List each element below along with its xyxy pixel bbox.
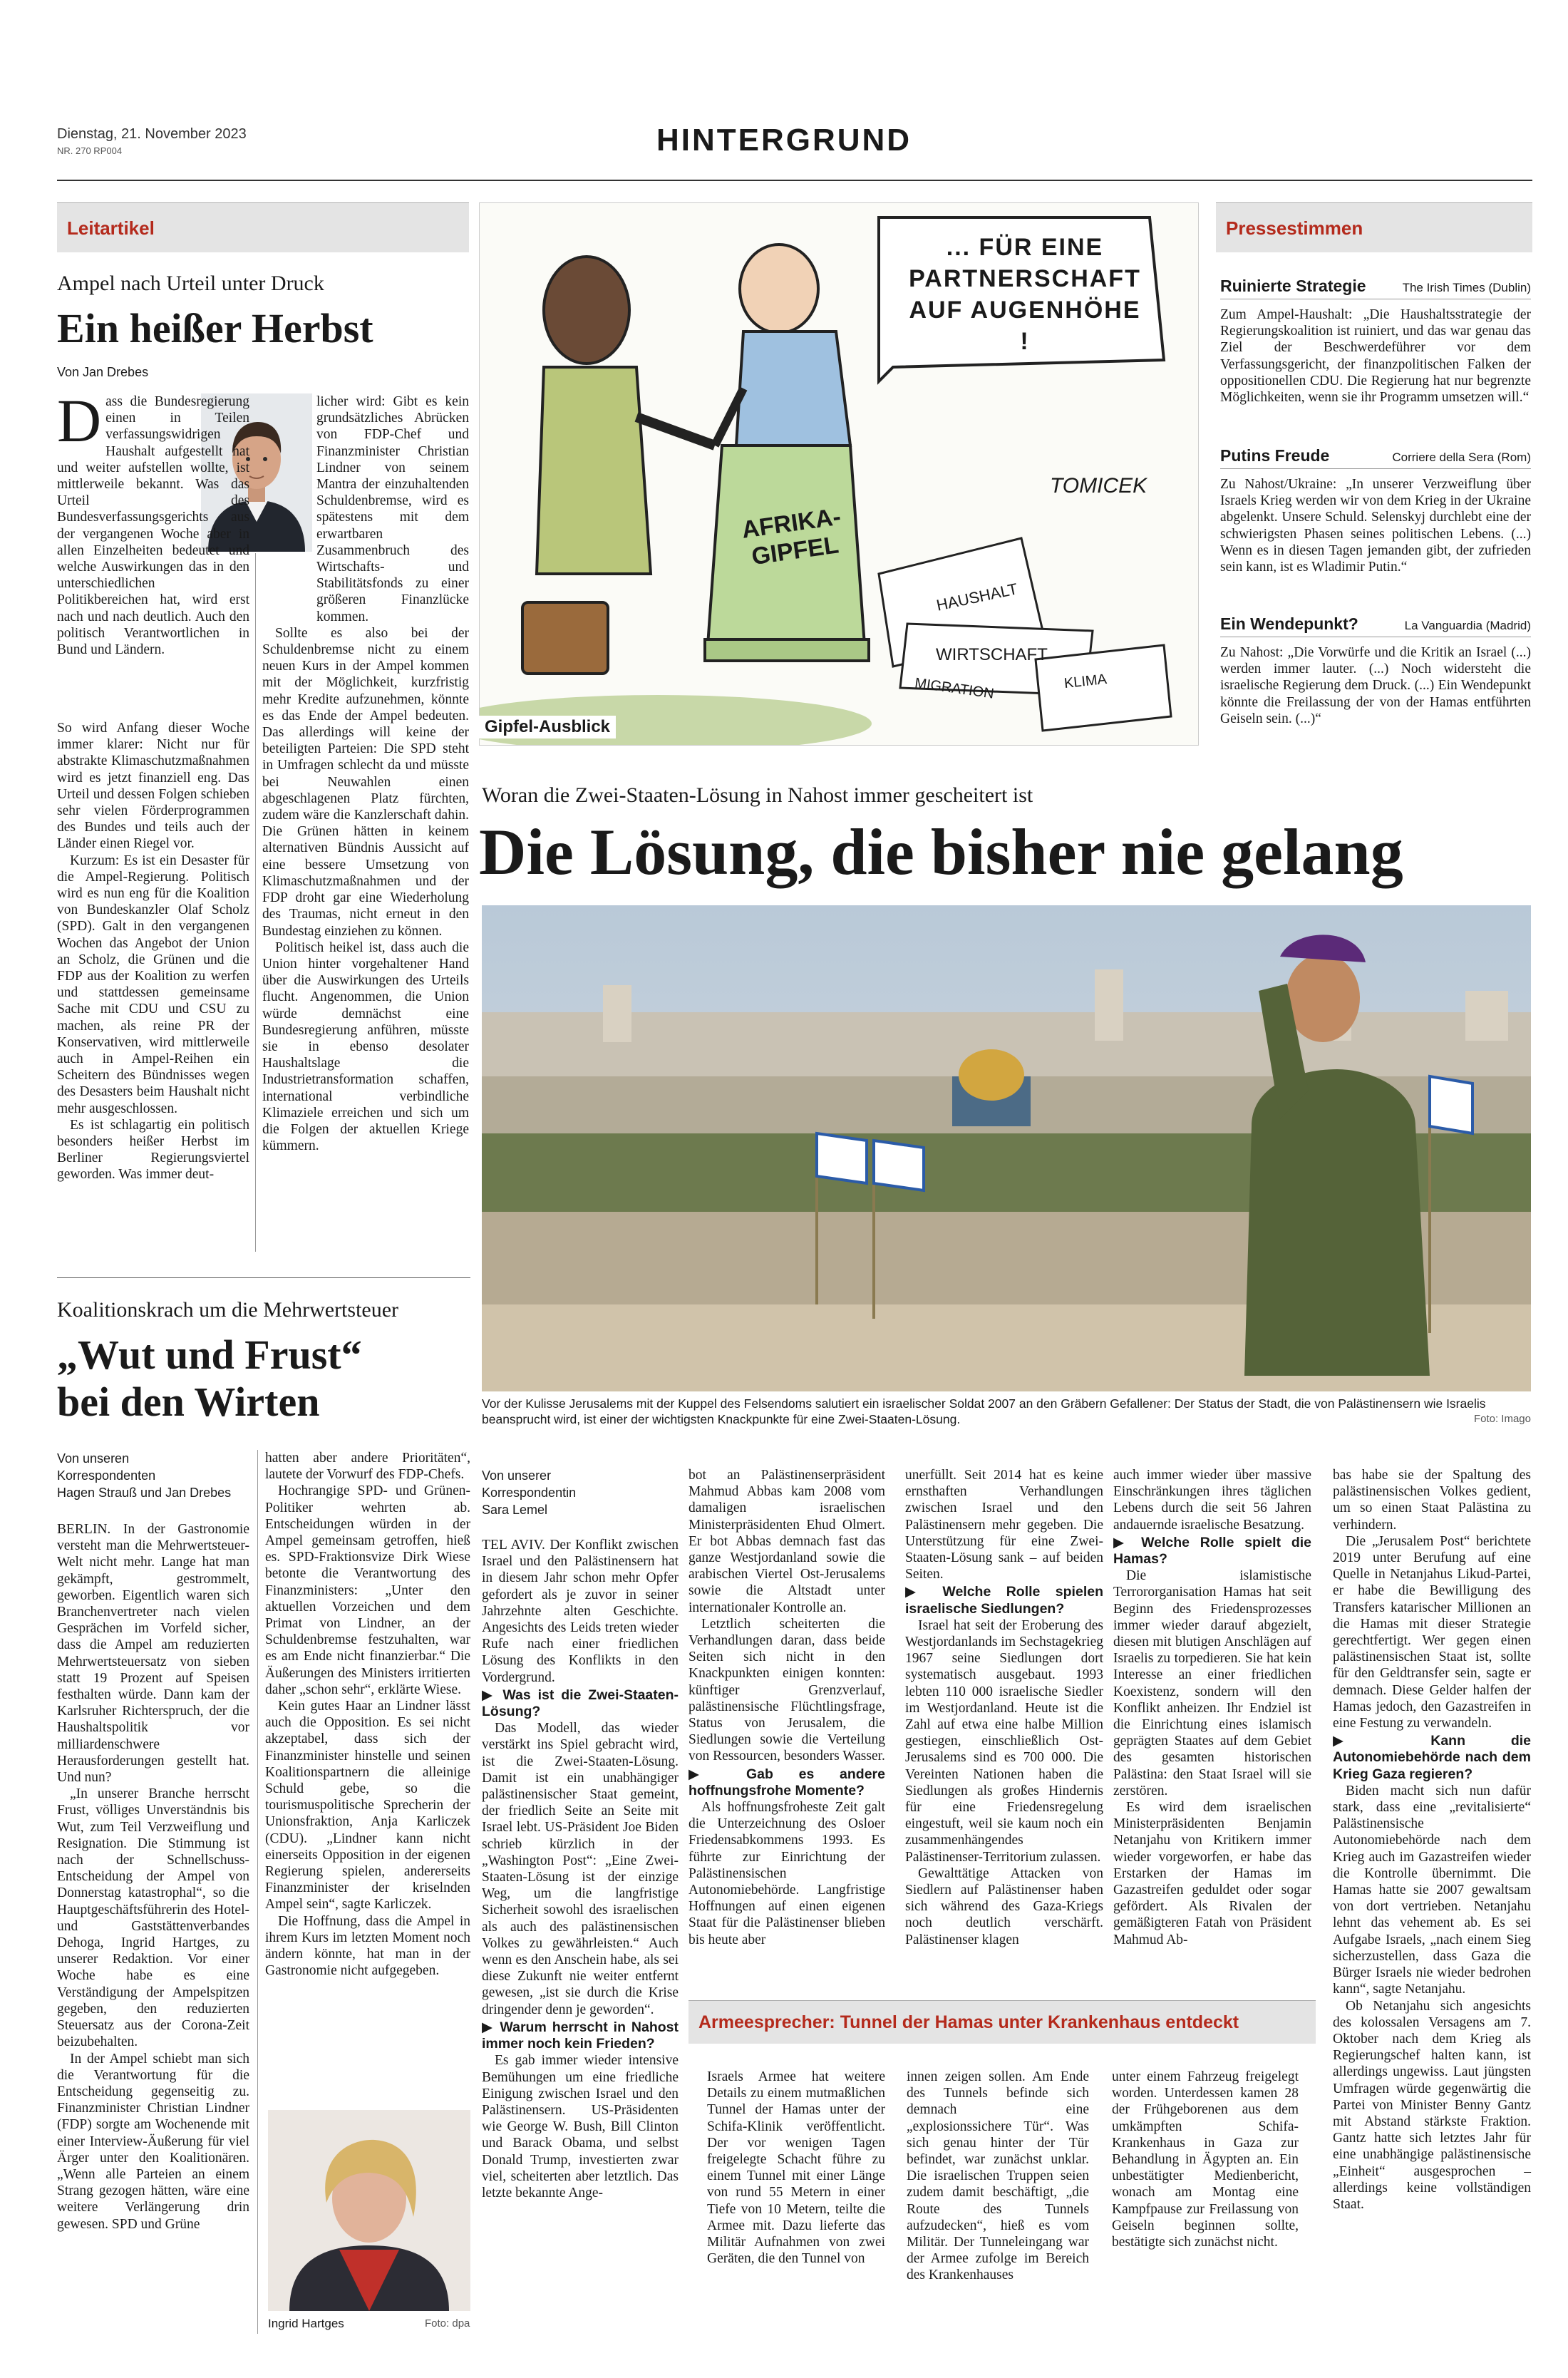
armee-col1: Israels Armee hat weitere Details zu einem mutmaßlichen Tunnel der Hamas unter der Schifa-Klinik veröffentlicht. Der vor wenigen Tagen freigelegte Schacht führe zu einem Tunnel mit einer Länge von rund 55 Metern in einer Tiefe von 10 Metern, teilte die Armee mit. Dazu lieferte das Militär Aufnahmen von zwei Geräten, die den Tunnel von	[707, 2069, 885, 2267]
question-subhead: ▶ Kann die Autonomiebehörde nach dem Krieg Gaza regieren?	[1333, 1733, 1531, 1783]
paragraph: auch immer wieder über massive Einschränkungen ihres täglichen Lebens durch die seit 56 Jahren andauernde israelische Besatzung.	[1113, 1468, 1311, 1533]
press-text: Zu Nahost/Ukraine: „In unserer Verzweiflung über Israels Krieg werden wir von dem Krieg in der Ukraine abgelenkt. Unsere Schuld. Selenskyj durchlebt eine der schwierigsten Phasen seines politischen Lebens. (...) Wenn es in diesen Tagen jemanden gibt, der zufrieden sein kann, ist es Wladimir Putin.“	[1220, 477, 1531, 575]
leitartikel-kicker: Ampel nach Urteil unter Druck	[57, 272, 324, 295]
paragraph: Die islamistische Terrororganisation Hamas hat seit Beginn des Friedensprozesses immer wieder darauf abgezielt, diesen mit blutigen Anschlägen auf Israelis zu torpedieren. Sie hat kein Interesse an einer friedlichen Koexistenz, sondern will den Konflikt anheizen. Ihr Endziel ist die Einrichtung eines islamisch geprägten Staates auf dem Gebiet des gesamten historischen Palästina: den Staat Israel will sie zerstören.	[1113, 1568, 1311, 1798]
leitartikel-col2: licher wird: Gibt es kein grundsätzliches Abrücken von FDP-Chef und Finanzminister Christian Lindner von seinem Mantra der einzuhaltenden Schuldenbremse, wird es spätestens mit dem erwartbaren Zusammenbruch des Wirtschafts- und Stabilitätsfonds zu einer größeren Finanzlücke kommen. Sollte es also bei der Schuldenbremse nicht zu einem neuen Kurs in der Ampel kommen mit der Möglichkeit, kurzfristig mehr Kredite aufzunehmen, könnte es das Ende der Ampel bedeuten. Das allerdings will keine der beteiligten Parteien: Die SPD steht in Umfragen schlecht da und müsste bei Neuwahlen einen abgeschlagenen Platz fürchten, zudem wäre die Kanzlerschaft dahin. Die Grünen hätten in keinem alternativen Bündnis Aussicht auf eine bessere Umsetzung von Klimaschutzmaßnahmen und der FDP droht gar eine Wiederholung des Traumas, nicht erneut in den Bundestag einziehen zu können. Politisch heikel ist, dass auch die Union hinter vorgehaltener Hand über die Auswirkungen des Urteils flucht. Angenommen, die Union würde demnächst eine Bundesregierung anführen, müsste sie in ebenso desolater Haushaltslage die Industrietransformation schaffen, international verbindliche Klimaziele erreichen und sich um die Folgen der aktuellen Kriege kümmern.	[262, 394, 469, 1154]
nahost-byline: Von unserer Korrespondentin Sara Lemel	[482, 1468, 577, 1517]
column-divider	[255, 553, 256, 1252]
paragraph: Israel hat seit der Eroberung des Westjordanlands im Sechstagekrieg 1967 seine Siedlungen dort systematisch ausgebaut. 1993 lebten 110 000 israelische Siedler im Westjordanland. Heute ist die Zahl auf etwa eine halbe Million gestiegen, einschließlich Ost-Jerusalems sind es 700 000. Die Vereinten Nationen haben die Siedlungen als großes Hindernis für eine Friedensregelung eingestuft, weil sie kaum noch ein zusammenhängendes Palästinenser-Territorium zulassen.	[905, 1617, 1103, 1865]
column-divider	[257, 1450, 258, 2334]
cartoon-speech-bubble: ... FÜR EINE PARTNERSCHAFT AUF AUGENHÖHE !	[909, 234, 1141, 355]
leitartikel-headline: Ein heißer Herbst	[57, 305, 373, 351]
question-subhead: ▶ Warum herrscht in Nahost immer noch kein Frieden?	[482, 2019, 679, 2052]
question-subhead: ▶ Gab es andere hoffnungsfrohe Momente?	[688, 1766, 885, 1799]
armee-box	[688, 2000, 1316, 2335]
press-text: Zum Ampel-Haushalt: „Die Haushaltsstrategie der Regierungskoalition ist ruiniert, und das war genau das Ziel der Beschwerdeführer vor dem Verfassungsgericht, der finanzpolitischen Falken der oppositionellen CDU. Die Regierung hat nur begrenzte Möglichkeiten, wenn sie ihr Programm umsetzen will.“	[1220, 307, 1531, 406]
cartoon-paper-label: KLIMA	[1063, 671, 1108, 692]
nahost-col2	[688, 1467, 885, 1948]
press-headline: Ein Wendepunkt?	[1220, 614, 1358, 633]
press-quote	[1220, 446, 1531, 575]
armee-col2: innen zeigen sollen. Am Ende des Tunnels befinde sich demnach eine „explosionssichere Tür“. Was sich genau hinter der Tür befindet, war zunächst unklar. Die israelischen Truppen seien zudem damit beschäftigt, „die Route des Tunnels aufzudecken“, hieß es vom Militär. Der Tunneleingang war der Armee zufolge im Bereich des Krankenhauses	[907, 2069, 1089, 2283]
press-quote	[1220, 614, 1531, 727]
ingrid-hartges-photo	[268, 2110, 470, 2311]
nahost-col5	[1333, 1467, 1531, 2213]
photo-credit: Foto: dpa	[425, 2317, 470, 2330]
press-source: The Irish Times (Dublin)	[1402, 281, 1531, 294]
paragraph: Letztlich scheiterten die Verhandlungen daran, dass beide Seiten sich nicht in den Knackpunkten einigen konnten: künftiger Grenzverlauf, palästinensische Flüchtlingsfrage, Status von Jerusalem, die Siedlungen sowie die Verteilung von Ressourcen, besonders Wasser.	[688, 1616, 885, 1764]
paragraph: Als hoffnungsfroheste Zeit galt die Unterzeichnung des Osloer Friedensabkommens 1993. Es führte zur Einrichtung der Palästinensischen Autonomiebehörde. Langfristige Hoffnungen auf einen eigenen Staat für die Palästinenser blieben bis heute aber	[688, 1800, 885, 1947]
press-source: Corriere della Sera (Rom)	[1392, 451, 1531, 464]
paragraph: Das Modell, das wieder verstärkt ins Spiel gebracht wird, ist die Zwei-Staaten-Lösung. Damit ist ein unabhängiger palästinensischer Staat gemeint, der friedlich Seite an Seite mit Israel lebt. US-Präsident Joe Biden schrieb kürzlich in der „Washington Post“: „Eine Zwei-Staaten-Lösung ist der einzige Weg, um die langfristige Sicherheit sowohl des israelischen als auch des palästinensischen Volkes zu gewährleisten.“ Auch wenn es den Anschein habe, als sei diese Zukunft nie weiter entfernt gewesen, „ist sie durch die Krise dringender denn je geworden“.	[482, 1721, 679, 2017]
question-subhead: ▶ Welche Rolle spielen israelische Siedlungen?	[905, 1584, 1103, 1617]
leitartikel-byline: Von Jan Drebes	[57, 365, 149, 379]
paragraph: Biden macht sich nun dafür stark, dass eine „revitalisierte“ Palästinensische Autonomiebehörde nach dem Krieg auch im Gazastreifen wieder die Kontrolle übernimmt. Die Hamas hatte sie 2007 gewaltsam von dort vertrieben. Netanjahu lehnt das vehement ab. Es sei Aufgabe Israels, „nach einem Sieg sicherzustellen, dass Gaza die Bürger Israels nie wieder bedrohen kann“, sagte Netanjahu.	[1333, 1783, 1531, 1997]
paragraph: Die „Jerusalem Post“ berichtete 2019 unter Berufung auf eine Quelle in Netanjahus Likud-Partei, er habe die Bewilligung des Transfers katarischer Millionen an die Hamas mit dieser Strategie gerechtfertigt. Wer gegen einen palästinensischen Staat ist, sollte für den Geldtransfer sein, sagte er demnach. Diese Gelder halfen der Hamas jedoch, den Gazastreifen in eine Festung zu verwandeln.	[1333, 1533, 1531, 1731]
nahost-col1	[482, 1537, 679, 2201]
press-headline: Putins Freude	[1220, 446, 1330, 465]
nahost-col4	[1113, 1467, 1311, 1948]
paragraph: unerfüllt. Seit 2014 hat es keine ernsthaften Verhandlungen zwischen Israel und den Palästinensern mehr gegeben. Die Unterstützung für eine Zwei-Staaten-Lösung sank – auf beiden Seiten.	[905, 1468, 1103, 1582]
pressestimmen-label: Pressestimmen	[1216, 202, 1532, 252]
cartoon-podium-label: AFRIKA-GIPFEL	[740, 503, 843, 571]
nahost-kicker: Woran die Zwei-Staaten-Lösung in Nahost immer gescheitert ist	[482, 783, 1033, 807]
photo-name: Ingrid Hartges	[268, 2317, 344, 2330]
leitartikel-col1-cont: So wird Anfang dieser Woche immer klarer: Nicht nur für abstrakte Klimaschutzmaßnahmen wird es jetzt finanziell eng. Das Urteil und dessen Folgen schieben sehr vielen Förderprogrammen des Bundes und teils auch der Länder einen Riegel vor. Kurzum: Es ist ein Desaster für die Ampel-Regierung. Politisch wird es nun eng für die Koalition von Bundeskanzler Olaf Scholz (SPD). Galt in den vergangenen Wochen das Angebot der Union an Scholz, die Grünen und die FDP aus der Koalition zu werfen und stattdessen gemeinsame Sache mit CDU und CSU zu machen, als reine PR der Konservativen, wird mittlerweile auch in Ampel-Reihen ein Scheitern des Bündnisses wegen des Desasters beim Haushalt nicht mehr ausgeschlossen. Es ist schlagartig ein politisch besonders heißer Herbst im Berliner Regierungsviertel geworden. Was immer deut-	[57, 721, 249, 1183]
paragraph: Ob Netanjahu sich angesichts des kolossalen Versagens am 7. Oktober nach dem Krieg als Regierungschef halten kann, ist allerdings ungewiss. Laut jüngsten Umfragen würde gegenwärtig die Partei von Minister Benny Gantz mit Abstand stärkste Fraktion. Gantz hatte sich letztes Jahr für eine unabhängige palästinensische „Einheit“ ausgesprochen – allerdings keine vollständigen Staat.	[1333, 1998, 1531, 2212]
cartoon-paper-label: MIGRATION	[914, 675, 995, 702]
cartoon-paper-label: WIRTSCHAFT	[936, 645, 1048, 664]
wirte-col2: hatten aber andere Prioritäten“, lautete der Vorwurf des FDP-Chefs. Hochrangige SPD- und Grünen-Politiker wehrten ab. Entscheidungen würden in der Ampel gemeinsam getroffen, hieß es. SPD-Fraktionsvize Dirk Wiese betonte die Verantwortung des Finanzministers: „Unter den aktuellen Vorzeichen und dem Primat von Lindner, an der Schuldenbremse festzuhalten, war es am Ende nicht finanzierbar.“ Die Äußerungen des Ministers irritierten daher „schon sehr“, erklärte Wiese. Kein gutes Haar an Lindner lässt auch die Opposition. Es sei nicht akzeptabel, dass sich der Finanzminister hinstelle und seinen Koalitionspartnern die alleinige Schuld gebe, so die tourismuspolitische Sprecherin der Unionsfraktion, Anja Karliczek (CDU). „Lindner kann nicht einerseits Opposition in der eigenen Regierung spielen, andererseits Finanzminister der kriselnden Ampel sein“, sagte Karliczek. Die Hoffnung, dass die Ampel in ihrem Kurs im letzten Moment noch ändern könnte, hat man in der Gastronomie nicht aufgegeben.	[265, 1451, 470, 1979]
nahost-headline: Die Lösung, die bisher nie gelang	[479, 815, 1403, 888]
paragraph: Es wird dem israelischen Ministerpräsidenten Benjamin Netanjahu von Kritikern immer wieder vorgeworfen, er habe das Erstarken der Hamas im Gazastreifen geduldet oder sogar gefördert. Als Rivalen der gemäßigteren Fatah von Präsident Mahmud Ab-	[1113, 1800, 1311, 1947]
press-source: La Vanguardia (Madrid)	[1404, 619, 1531, 632]
photo-caption: Vor der Kulisse Jerusalems mit der Kuppel des Felsendoms salutiert ein israelischer Soldat 2007 an den Gräbern Gefallener: Der Status der Stadt, die von Palästinensern wie Israelis beansprucht wird, ist einer der wichtigsten Knackpunkte für eine Zwei-Staaten-Lösung. Foto: Imago	[482, 1396, 1531, 1426]
section-title: HINTERGRUND	[656, 123, 912, 158]
issue-date: Dienstag, 21. November 2023	[57, 126, 247, 142]
cartoon	[479, 202, 1199, 746]
cartoon-caption: Gipfel-Ausblick	[479, 716, 616, 738]
paragraph: TEL AVIV. Der Konflikt zwischen Israel und den Palästinensern hat in diesem Jahr schon mehr Opfer gefordert als je zuvor in seiner Jahrzehnte alten Geschichte. Angesichts des Leids treten wieder Rufe nach einer friedlichen Lösung des Konflikts in den Vordergrund.	[482, 1538, 679, 1685]
cartoon-paper-label: HAUSHALT	[934, 580, 1019, 614]
leitartikel-col1: Dass die Bundesregierung einen in Teilen verfassungswidrigen Haushalt aufgestellt hat und weiter aufstellen wollte, ist mittlerweile bekannt. Was das Urteil des Bundesverfassungsgerichts aus der vergangenen Woche aber in allen Einzelheiten bedeutet und welche Auswirkungen das in den unterschiedlichen Politikbereichen hat, wird erst nach und nach deutlich. Auch den politisch Verantwortlichen in Bund und Ländern.	[57, 386, 249, 658]
press-text: Zu Nahost: „Die Vorwürfe und die Kritik an Israel (...) werden immer lauter. (...) Noch widersteht die israelische Regierung dem Druck. (...) Ein Wendepunkt könnte die Freilassung der von der Hamas entführten Geiseln sein. (...)“	[1220, 645, 1531, 726]
photo-credit: Foto: Imago	[1473, 1413, 1531, 1425]
armee-col3: unter einem Fahrzeug freigelegt worden. Unterdessen kamen 28 der Frühgeborenen aus dem umkämpften Schifa-Krankenhaus in Gaza zur Behandlung in Ägypten an. Ein unbestätigter Medienbericht, wonach am Montag eine Kampfpause zur Freilassung von Geiseln beginnen sollte, bestätigte sich zunächst nicht.	[1112, 2069, 1299, 2250]
issue-edition: NR. 270 RP004	[57, 145, 123, 156]
paragraph: Es gab immer wieder intensive Bemühungen um eine friedliche Einigung zwischen Israel und den Palästinensern. US-Präsidenten wie George W. Bush, Bill Clinton und Barack Obama, und selbst Donald Trump, investierten zwar viel, scheiterten aber letztlich. Das letzte bekannte Ange-	[482, 2053, 679, 2201]
wirte-byline: Von unseren Korrespondenten Hagen Strauß und Jan Drebes	[57, 1451, 232, 1500]
dropcap: D	[57, 386, 102, 455]
press-headline: Ruinierte Strategie	[1220, 277, 1366, 295]
leitartikel-label: Leitartikel	[57, 202, 469, 252]
armee-headline: Armeesprecher: Tunnel der Hamas unter Krankenhaus entdeckt	[698, 2012, 1239, 2032]
paragraph: bot an Palästinenserpräsident Mahmud Abbas kam 2008 vom damaligen israelischen Ministerpräsidenten Ehud Olmert. Er bot Abbas demnach fast das ganze Westjordanland sowie die arabischen Viertel Ost-Jerusalems sowie die Altstadt unter internationaler Kontrolle an.	[688, 1468, 885, 1615]
leitartikel-bottom-rule	[57, 1277, 470, 1278]
nahost-col3	[905, 1467, 1103, 1948]
question-subhead: ▶ Welche Rolle spielt die Hamas?	[1113, 1535, 1311, 1568]
press-quote	[1220, 277, 1531, 406]
wirte-headline: „Wut und Frust“ bei den Wirten	[57, 1332, 362, 1425]
cartoon-signature: TOMICEK	[1050, 474, 1147, 498]
paragraph: Gewalttätige Attacken von Siedlern auf Palästinenser haben sich während des Gaza-Kriegs noch deutlich verschärft. Palästinenser klagen	[905, 1865, 1103, 1947]
header-rule	[57, 180, 1532, 181]
armee-headline-bar	[688, 2000, 1316, 2044]
wirte-kicker: Koalitionskrach um die Mehrwertsteuer	[57, 1298, 399, 1322]
paragraph: bas habe sie der Spaltung des palästinensischen Volkes gedient, um so einen Staat Palästina zu verhindern.	[1333, 1468, 1531, 1533]
jerusalem-photo	[482, 905, 1531, 1391]
question-subhead: ▶ Was ist die Zwei-Staaten-Lösung?	[482, 1687, 679, 1720]
wirte-col1: BERLIN. In der Gastronomie versteht man die Mehrwertsteuer-Welt nicht mehr. Lange hat man gekämpft, gestrommelt, geworben. Eigentlich waren sich Branchenvertreter nach vielen Gesprächen im Vorfeld sicher, dass die Ampel am reduzierten Mehrwertsteuersatz von sieben statt 19 Prozent auf Speisen festhalten würde. Dann kam der Karlsruher Richterspruch, der die Haushaltspolitik vor milliardenschwere Herausforderungen gestellt hat. Und nun? „In unserer Branche herrscht Frust, völliges Unverständnis bis Wut, zum Teil Verzweiflung und Resignation. Die Stimmung ist nach der Schnellschuss-Entscheidung der Ampel von Donnerstag katastrophal“, so die Hauptgeschäftsführerin des Hotel- und Gaststättenverbandes Dehoga, Ingrid Hartges, zu unserer Redaktion. Vor einer Woche habe es eine Verständigung der Ampelspitzen gegeben, den reduzierten Steuersatz aus der Corona-Zeit beizubehalten. In der Ampel schiebt man sich die Verantwortung für die Entscheidung gegenseitig zu. Finanzminister Christian Lindner (FDP) sorgte am Wochenende mit einer Interview-Äußerung für viel Ärger unter den Koalitionären. „Wenn alle Parteien an einem Strang gezogen hätten, wäre eine weitere Verlängerung drin gewesen. SPD und Grüne	[57, 1522, 249, 2232]
